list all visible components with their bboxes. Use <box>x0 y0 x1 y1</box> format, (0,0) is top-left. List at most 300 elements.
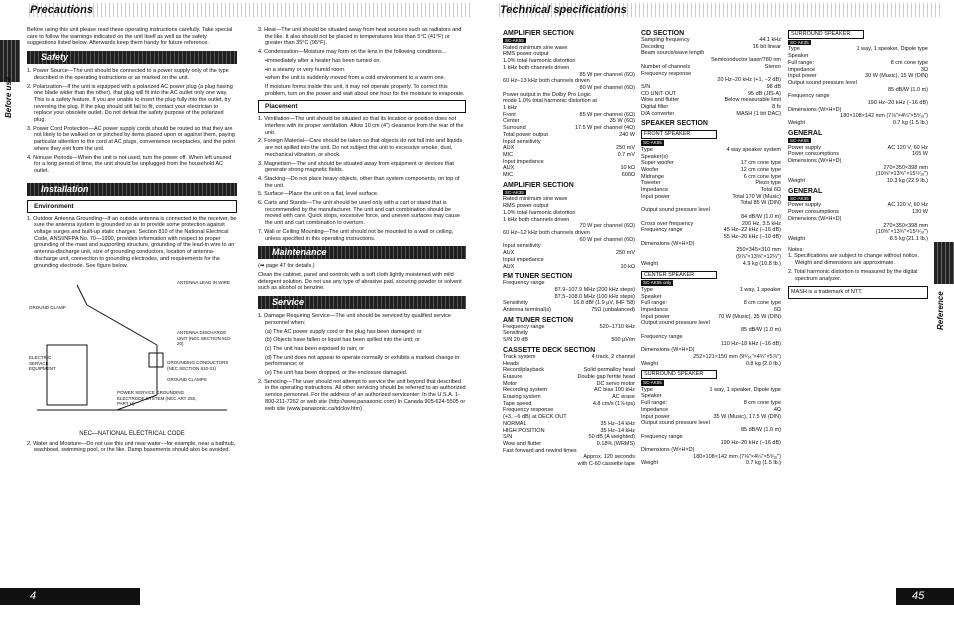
spec-label: Dimensions (W×H×D) <box>641 347 695 354</box>
spec-row <box>641 414 781 421</box>
safety-item: 1. Power Source—The unit should be connected to a power supply only of the type described in the operating instructions or as marked on the unit. <box>27 68 229 81</box>
spec-label: Total power output <box>503 131 548 138</box>
spec-value: Approx. 120 seconds <box>583 454 635 461</box>
spec-label: Front <box>503 111 516 118</box>
spec-value: Below measurable limit <box>724 97 781 104</box>
spec-row <box>641 57 781 64</box>
spec-value: 6Ω <box>773 307 781 314</box>
spec-row <box>503 280 635 287</box>
spec-row <box>503 330 635 337</box>
spec-value: 35 W (6Ω) <box>609 118 635 125</box>
spec-value: 4.9 kg (10.8 lb.) <box>742 260 781 267</box>
spec-label: Input sensitivity <box>503 243 541 250</box>
spec-label: Speaker(s) <box>641 153 668 160</box>
section-heading: AM TUNER SECTION <box>503 316 573 324</box>
service-item: 1. Damage Requiring Service—The unit should be serviced by qualified service personnel when: <box>258 313 451 326</box>
spec-value: 85 dB/W (1.0 m) <box>887 86 928 93</box>
spec-row <box>503 118 635 125</box>
spec-row <box>503 230 635 237</box>
placement-item: 6. Carts and Stands—The unit should be used only with a cart or stand that is recommended by the manufacturer. The unit and cart combination should be moved with care. Quick stops, excessive force, and uneven surfaces may cause the unit and cart combination to overturn. <box>258 200 461 227</box>
spec-row <box>641 227 781 234</box>
diagram-label: ELECTRIC SERVICE EQUIPMENT <box>29 355 56 372</box>
spec-label: Decoding <box>641 43 665 50</box>
service-condition: (b) Objects have fallen or liquid has been spilled into the unit; or <box>265 337 421 344</box>
spec-row <box>641 160 781 167</box>
spec-value: AC erase <box>612 394 635 401</box>
spec-value: 1 way, 1 speaker, Dipole type <box>709 386 781 393</box>
spec-row <box>503 300 635 307</box>
section-heading: GENERAL <box>788 129 823 137</box>
spec-value: 16 bit linear <box>752 43 781 50</box>
spec-value: 85 dB/W (1.0 m) <box>740 327 781 334</box>
service-heading: Service <box>258 296 466 309</box>
spec-label: S/N <box>641 83 651 90</box>
spec-label: Frequency range <box>641 433 683 440</box>
header-left-text: Precautions <box>30 4 93 16</box>
spec-row <box>788 145 928 152</box>
installation-heading: Installation <box>27 183 237 196</box>
spec-value: 70 W (Music), 35 W (DIN) <box>718 313 781 320</box>
spec-row <box>503 441 635 448</box>
spec-label: Erasing system <box>503 394 541 401</box>
spec-value: 30 W (Music), 15 W (DIN) <box>865 73 928 80</box>
spec-value: 270×350×398 mm <box>883 222 928 229</box>
spec-row <box>788 165 928 172</box>
spec-label: Recording system <box>503 387 548 394</box>
spec-label: Input impedance <box>503 158 544 165</box>
diagram-caption: NEC—NATIONAL ELECTRICAL CODE <box>79 431 185 438</box>
spec-row <box>503 421 635 428</box>
spec-row <box>503 165 635 172</box>
spec-label: Beam source/wave length <box>641 50 705 57</box>
spec-value: 95 dB (JIS-A) <box>747 90 781 97</box>
spec-row <box>641 387 781 394</box>
model-tag: SC-AK35 <box>790 39 809 45</box>
spec-label: Midrange <box>641 173 664 180</box>
placement-item: 2. Foreign Material—Care should be taken so that objects do not fall into and liquids are not spilled into the unit. Do not subject this unit to excessive smoke, dust, mechanical vibration, or shock. <box>258 138 463 158</box>
spec-value: 4 way speaker system <box>726 146 781 153</box>
spec-row <box>641 440 781 447</box>
spec-row <box>641 97 781 104</box>
spec-row <box>503 394 635 401</box>
spec-value: 10.3 kg (22.9 lb.) <box>886 178 928 185</box>
spec-row <box>503 381 635 388</box>
side-tab-right <box>934 242 954 284</box>
spec-row <box>788 93 928 100</box>
model-tag: SC-AK55 <box>643 380 662 386</box>
spec-label: Type <box>788 46 800 53</box>
spec-value: 190 Hz–20 kHz (−16 dB) <box>720 440 781 447</box>
spec-label: Power supply <box>788 202 822 209</box>
section-heading: CASSETTE DECK SECTION <box>503 346 596 354</box>
placement-item: 5. Surface—Place the unit on a flat, level surface. <box>258 191 379 198</box>
column-1 <box>27 27 237 456</box>
spec-label: Tape speed <box>503 400 532 407</box>
spec-row <box>503 112 635 119</box>
spec-label: Sampling frequency <box>641 37 690 43</box>
spec-row <box>641 327 781 334</box>
spec-label: Input power <box>641 193 670 200</box>
spec-value: 0.8 kg (2.0 lb.) <box>745 360 781 367</box>
subsection-heading: SURROUND SPEAKER <box>641 370 717 379</box>
spec-row <box>641 180 781 187</box>
placement-item: 4. Stacking—Do not place heavy objects, other than system components, on top of the unit. <box>258 175 460 189</box>
spec-row <box>641 174 781 181</box>
spec-row <box>641 221 781 228</box>
spec-value: 180×108×142 mm (7⅛"×4¼"×5⁹⁄₁₆") <box>840 113 928 120</box>
spec-label: 1.0% total harmonic distortion <box>503 209 576 216</box>
side-label-right: Reference <box>936 291 945 330</box>
model-tag: SC-AK55 <box>643 140 662 146</box>
spec-label: Type <box>641 386 653 393</box>
spec-label: Dimensions (W×H×D) <box>788 157 842 164</box>
placement-item: 1. Ventilation—The unit should be situated so that its location or position does not interfere with its proper ventilation. Allow 10 cm (4") clearance from the rear of the unit. <box>258 116 464 136</box>
spec-row <box>503 374 635 381</box>
spec-row <box>503 196 635 203</box>
spec-value: 4 track, 2 channel <box>591 353 635 360</box>
spec-row <box>503 132 635 139</box>
spec-value: 0.18% (WRMS) <box>596 440 635 447</box>
spec-value: Total 170 W (Music) <box>732 193 781 200</box>
spec-label: Impedance <box>641 307 669 314</box>
spec-label: Super woofer <box>641 160 674 167</box>
spec-label: Weight <box>641 360 659 367</box>
spec-label: 60 Hz–13 kHz both channels driven <box>503 78 590 85</box>
spec-label: Speaker <box>641 293 662 300</box>
spec-value: 12 cm cone type <box>740 166 781 173</box>
subsection-heading: CENTER SPEAKER <box>641 271 717 280</box>
spec-row <box>503 401 635 408</box>
spec-label: Impedance <box>641 187 669 194</box>
spec-label: Frequency range <box>788 93 830 100</box>
spec-row <box>641 354 781 361</box>
spec-row <box>641 460 781 467</box>
diagram-label: GROUND CLAMP <box>29 305 66 311</box>
spec-row <box>641 407 781 414</box>
spec-value: 8 fs <box>772 104 781 111</box>
spec-row <box>503 217 635 224</box>
spec-row <box>788 87 928 94</box>
spec-row <box>641 454 781 461</box>
subsection-header <box>641 367 781 379</box>
spec-value: 0.7 kg (1.5 lb.) <box>892 120 928 127</box>
spec-row <box>641 434 781 441</box>
spec-value: with C-60 cassette tape <box>577 461 635 468</box>
spec-row <box>788 236 928 243</box>
spec-row <box>503 387 635 394</box>
spec-value: 250×345×310 mm <box>736 247 781 254</box>
spec-label: MIC <box>503 172 514 179</box>
spec-value: 35 Hz–14 kHz <box>600 427 635 434</box>
condition-note: If moisture forms inside this unit, it may not operate properly. To correct this problem, turn on the power and wait about one hour for the moisture to evaporate. <box>265 83 465 97</box>
spec-label: AUX <box>503 263 515 270</box>
spec-label: RMS power output <box>503 203 549 210</box>
safety-item: 4. Nonuse Periods—When the unit is not used, turn the power off. When left unused for a long period of time, the unit should be unplugged from the household AC outlet. <box>27 154 232 174</box>
spec-row <box>503 354 635 361</box>
spec-value: 10 kΩ <box>620 165 635 172</box>
spec-label: Digital filter <box>641 104 669 111</box>
spec-label: HIGH POSITION <box>503 427 545 434</box>
spec-label: Output sound pressure level <box>641 320 710 327</box>
spec-value: (10⅝"×13¾"×15¹¹⁄₁₆") <box>875 171 928 178</box>
spec-value: DC servo motor <box>596 380 635 387</box>
diagram-label: ANTENNA DISCHARGE UNIT (NEC SECTION 810-20) <box>177 330 232 347</box>
spec-row <box>503 294 635 301</box>
spec-value: 240 W <box>619 131 635 138</box>
spec-label: Frequency range <box>503 323 545 330</box>
spec-row <box>788 229 928 236</box>
spec-label: Frequency range <box>503 280 545 287</box>
spec-label: Sensitivity <box>503 300 528 307</box>
spec-label: Wow and flutter <box>503 440 542 447</box>
section-heading: SPEAKER SECTION <box>641 120 708 128</box>
spec-label: Weight <box>641 460 659 467</box>
spec-value: 35 W (Music), 17.5 W (DIN) <box>713 413 781 420</box>
spec-row <box>641 154 781 161</box>
spec-value: 200 Hz, 3.5 kHz <box>741 220 781 227</box>
spec-value: 8 cm cone type <box>890 59 928 66</box>
spec-value: AC bias 100 kHz <box>594 387 635 394</box>
maintenance-heading: Maintenance <box>258 246 466 259</box>
spec-row <box>641 347 781 354</box>
spec-value: 10 kΩ <box>620 263 635 270</box>
spec-row <box>788 171 928 178</box>
safety-item: 3. Power Cord Protection—AC power supply cords should be routed so that they are not likely to be walked on or pinched by items placed upon or against them, paying particular attention to the cord at AC plugs, convenience receptacles, and the point where they exit from the unit. <box>27 125 235 152</box>
spec-label: AUX <box>503 145 515 152</box>
column-2 <box>258 27 466 414</box>
spec-label: Fast forward and rewind times <box>503 447 577 454</box>
header-precautions <box>26 3 470 17</box>
spec-row <box>503 152 635 159</box>
spec-row <box>641 247 781 254</box>
spec-row <box>641 254 781 261</box>
spec-value: 87.5–108.0 MHz (100 kHz steps) <box>554 293 635 300</box>
spec-row <box>641 84 781 91</box>
subsection-header <box>788 27 928 39</box>
environment-item: 2. Water and Moisture—Do not use this unit near water—for example, near a bathtub, washbowl, swimming pool, or the like. Damp basements should also be avoided. <box>27 440 236 454</box>
spec-row <box>641 44 781 51</box>
spec-row <box>641 361 781 368</box>
spec-label: S/N <box>503 434 513 441</box>
spec-value: 6 cm cone type <box>743 173 781 180</box>
spec-value: Double gap ferrite head <box>577 373 635 380</box>
section-heading: AMPLIFIER SECTION <box>503 30 574 37</box>
spec-row <box>641 200 781 207</box>
spec-row <box>788 223 928 230</box>
spec-value: 85 W per channel (6Ω) <box>579 71 635 78</box>
spec-row <box>503 243 635 250</box>
placement-item: 7. Wall or Ceiling Mounting—The unit should not be mounted to a wall or ceiling, unless specified in this operating instructions. <box>258 228 454 242</box>
spec-row <box>641 71 781 78</box>
spec-row <box>788 120 928 127</box>
page-number-right: 45 <box>912 590 925 602</box>
spec-row <box>641 167 781 174</box>
spec-label: Input sensitivity <box>503 138 541 145</box>
service-condition: (c) The unit has been exposed to rain; or <box>265 345 364 352</box>
spec-row <box>641 187 781 194</box>
spec-row <box>503 125 635 132</box>
spec-label: Input power <box>641 413 670 420</box>
spec-label: Output sound pressure level <box>788 79 857 86</box>
header-right-text: Technical specifications <box>500 4 627 16</box>
service-condition: (d) The unit does not appear to operate normally or exhibits a marked change in performance; or <box>265 354 460 368</box>
spec-row <box>503 65 635 72</box>
spec-label: Number of channels <box>641 63 691 70</box>
spec-value: 252×121×150 mm (9⁹⁄₁₆"×4¾"×5⅞") <box>693 353 781 360</box>
spec-label: Full range: <box>641 400 667 407</box>
spec-row <box>641 447 781 454</box>
spec-row <box>788 60 928 67</box>
spec-row <box>641 194 781 201</box>
spec-label: Woofer <box>641 166 659 173</box>
spec-value: 1 way, 1 speaker <box>739 286 781 293</box>
spec-label: Heads <box>503 360 519 367</box>
model-tag: SC-AK35 <box>790 195 809 201</box>
spec-row <box>641 111 781 118</box>
note-item: 2. Total harmonic distortion is measured by the digital spectrum analyzer. <box>788 268 918 282</box>
spec-value: 250 mV <box>616 145 635 152</box>
spec-row <box>503 367 635 374</box>
spec-value: 44.1 kHz <box>759 37 781 43</box>
spec-label: Frequency range <box>641 227 683 234</box>
intro-text: Before using this unit please read these operating instructions carefully. Take special care to follow the warnings indicated on the unit itself as well as the safety suggestions listed below. Afterwards keep them handy for future reference. <box>27 27 233 47</box>
safety-heading: Safety <box>27 51 237 64</box>
model-tag: SC-AK55 <box>505 38 524 43</box>
spec-label: D/A converter <box>641 110 675 117</box>
spec-row <box>641 420 781 427</box>
spec-row <box>503 250 635 257</box>
spec-value: 180×108×142 mm (7⅛"×4¼"×5⁹⁄₁₆") <box>693 453 781 460</box>
placement-heading: Placement <box>258 100 466 113</box>
header-specifications <box>496 3 940 17</box>
spec-label: Impedance <box>641 406 669 413</box>
spec-label: RMS power output <box>503 51 549 58</box>
spec-value: AC 120 V, 60 Hz <box>887 144 928 151</box>
spec-value: 17 cm cone type <box>740 160 781 167</box>
spec-row <box>641 104 781 111</box>
spec-label: mode 1.0% total harmonic distortion at <box>503 98 597 105</box>
column-3 <box>503 27 635 468</box>
spec-label: Output sound pressure level <box>641 207 710 214</box>
spec-row <box>503 72 635 79</box>
spec-row <box>503 210 635 217</box>
spec-row <box>641 50 781 57</box>
spec-row <box>503 434 635 441</box>
spec-row <box>503 448 635 455</box>
service-condition: (a) The AC power supply cord or the plug has been damaged; or <box>265 328 422 335</box>
spec-value: 84 dB/W (1.0 m) <box>740 213 781 220</box>
spec-value: 8.5 kg (21.1 lb.) <box>889 235 928 242</box>
spec-value: 4.8 cm/s (1⅞ ips) <box>592 400 635 407</box>
spec-row <box>503 407 635 414</box>
spec-row <box>641 307 781 314</box>
spec-value: 600Ω <box>621 172 635 179</box>
spec-value: AC 120 V, 60 Hz <box>887 202 928 209</box>
spec-label: CD UNIT OUT <box>641 90 677 97</box>
maintenance-reference: (➡ page 47 for details.) <box>258 263 315 270</box>
spec-label: Tweeter <box>641 180 661 187</box>
spec-value: 17.5 W per channel (4Ω) <box>574 125 635 132</box>
spec-value: Stereo <box>764 63 781 70</box>
diagram-label: ANTENNA LEAD IN WIRE <box>177 280 231 286</box>
diagram-label: POWER SERVICE GROUNDING ELECTRODE SYSTEM (NEC ART 250, PART H) <box>117 390 197 407</box>
maintenance-text: Clean the cabinet, panel and controls with a soft cloth lightly moistened with mild detergent solution. Do not use any type of abrasive pad, scouring powder or solvent such as alcohol or benzine. <box>258 271 462 292</box>
page-bar-right <box>896 588 954 605</box>
spec-row <box>503 237 635 244</box>
spec-row <box>641 261 781 268</box>
spec-label: Frequency response <box>641 70 692 77</box>
spec-value: 8 cm cone type <box>743 400 781 407</box>
spec-row <box>641 64 781 71</box>
environment-item: 3. Heat—The unit should be situated away from heat sources such as radiators and the like. It also should not be placed in temperatures less than 5°C (41°F) or greater than 35°C (95°F). <box>258 27 462 47</box>
spec-row <box>641 294 781 301</box>
section-heading: GENERAL <box>788 187 823 195</box>
condition-item: •in a steamy or very humid room. <box>265 66 346 73</box>
spec-label: Antenna terminal(s) <box>503 307 551 314</box>
spec-value: 3Ω <box>920 66 928 73</box>
spec-row <box>788 53 928 60</box>
spec-row <box>503 461 635 468</box>
condition-item: •immediately after a heater has been turned on. <box>265 57 381 64</box>
section-heading: CD SECTION <box>641 30 685 37</box>
spec-value: 8 cm cone type <box>743 300 781 307</box>
spec-label: Full range: <box>788 59 814 66</box>
spec-label: 1 kHz both channels driven <box>503 216 570 223</box>
spec-row <box>503 139 635 146</box>
spec-label: Power consumptions <box>788 151 840 158</box>
column-5 <box>788 27 928 299</box>
spec-value: MASH (1 bit DAC) <box>736 110 781 117</box>
spec-label: Input impedance <box>503 256 544 263</box>
spec-label: Speaker <box>788 53 809 60</box>
spec-value: 98 dB <box>766 83 781 90</box>
spec-label: Track system <box>503 353 536 360</box>
service-condition: (e) The unit has been dropped, or the enclosure damaged. <box>265 370 408 377</box>
spec-label: 60 Hz–12 kHz both channels driven <box>503 229 590 236</box>
safety-item: 2. Polarization—If the unit is equipped with a polarized AC power plug (a plug having one blade wider than the other), that plug will fit into the AC outlet only one way. This is a safety feature. If you are unable to insert the plug fully into the outlet, try reversing the plug. If the plug should still fail to fit, contact your electrician to replace your obsolete outlet. Do not defeat the safety purpose of the polarized plug. <box>27 83 233 124</box>
spec-label: Weight <box>641 260 659 267</box>
spec-row <box>788 113 928 120</box>
section-heading: AMPLIFIER SECTION <box>503 181 574 189</box>
spec-value: Solid permalloy head <box>583 367 635 374</box>
spec-value: 50 dB (A weighted) <box>588 434 635 441</box>
spec-label: Input power <box>641 313 670 320</box>
spec-value: 87.9–107.9 MHz (200 kHz steps) <box>554 286 635 293</box>
spec-row <box>503 454 635 461</box>
notes-heading: Notes: <box>788 246 804 253</box>
spec-row <box>641 300 781 307</box>
spec-row <box>503 257 635 264</box>
spec-row <box>788 100 928 107</box>
spec-label: Motor <box>503 380 518 387</box>
spec-label: Impedance <box>788 66 816 73</box>
spec-label: Sensitivity <box>503 330 528 337</box>
spec-row <box>641 241 781 248</box>
spec-value: 165 W <box>912 151 928 158</box>
spec-row <box>641 341 781 348</box>
condition-item: •when the unit is suddenly moved from a cold environment to a warm one. <box>265 75 446 82</box>
spec-label: S/N 20 dB <box>503 337 529 344</box>
spec-row <box>503 203 635 210</box>
spec-value: Semiconductor laser/780 nm <box>710 57 781 64</box>
spec-value: Piezo type <box>755 180 781 187</box>
spec-row <box>788 46 928 53</box>
spec-value: 60 W per channel (6Ω) <box>579 236 635 243</box>
model-tag: SC-AK55 <box>790 137 809 143</box>
spec-value: 110 Hz–18 kHz (−16 dB) <box>721 340 781 347</box>
spec-label: Record/playback <box>503 367 544 374</box>
spec-row <box>503 58 635 65</box>
